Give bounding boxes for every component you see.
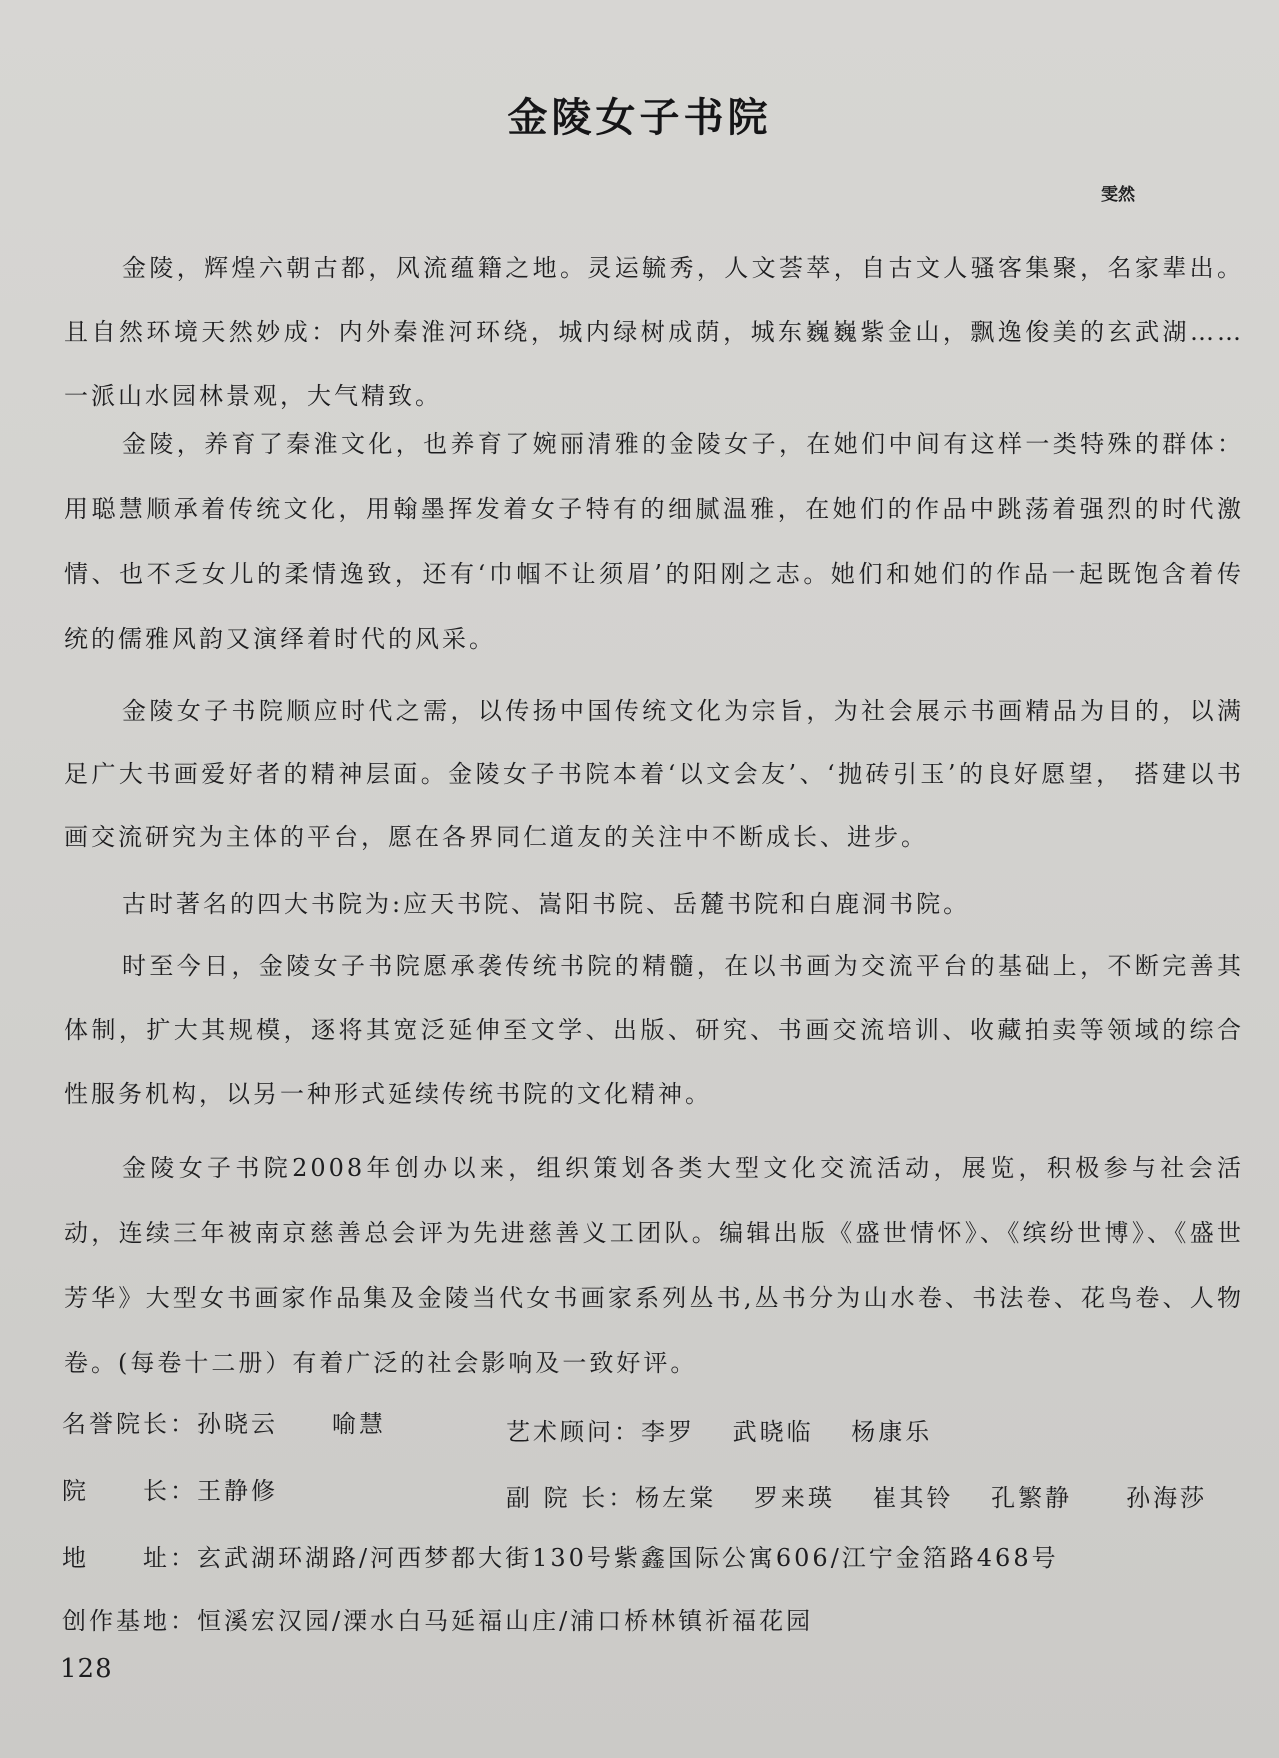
address-label: 地 址： (62, 1544, 197, 1572)
art-advisor-row (506, 1412, 932, 1447)
vice-president-value: 杨左棠 罗来瑛 崔其铃 孔繁静 孙海莎 (635, 1484, 1208, 1512)
creative-base-value: 恒溪宏汉园/溧水白马延福山庄/浦口桥林镇祈福花园 (197, 1607, 814, 1635)
vice-president-row (506, 1478, 1207, 1513)
creative-base-label: 创作基地： (62, 1607, 197, 1635)
honorary-president-label: 名誉院长： (62, 1410, 197, 1438)
paragraph-1: 金陵，辉煌六朝古都，风流蕴籍之地。灵运毓秀，人文荟萃，自古文人骚客集聚，名家辈出。且自然环境天然妙成：内外秦淮河环绕，城内绿树成荫，城东巍巍紫金山，飘逸俊美的玄武湖……一派山水园林景观，大气精致。 (64, 254, 1244, 410)
president-label: 院 长： (62, 1477, 197, 1505)
document-title: 金陵女子书院 (507, 94, 772, 141)
honorary-president-value: 孙晓云 喻慧 (197, 1410, 386, 1438)
art-advisor-value: 李罗 武晓临 杨康乐 (641, 1418, 933, 1446)
address-value: 玄武湖环湖路/河西梦都大街130号紫鑫国际公寓606/江宁金箔路468号 (197, 1544, 1059, 1572)
paragraph-6: 金陵女子书院2008年创办以来，组织策划各类大型文化交流活动，展览，积极参与社会活动，连续三年被南京慈善总会评为先进慈善义工团队。编辑出版《盛世情怀》、《缤纷世博》、《盛世芳华》大型女书画家作品集及金陵当代女书画家系列丛书,丛书分为山水卷、书法卷、花鸟卷、人物卷。(每卷十二册）有着广泛的社会影响及一致好评。 (64, 1154, 1244, 1377)
page-number: 128 (60, 1654, 113, 1684)
president-value: 王静修 (197, 1477, 278, 1505)
art-advisor-label: 艺术顾问： (506, 1418, 641, 1446)
author-name: 雯然 (1101, 185, 1135, 205)
creative-base-row (62, 1601, 813, 1636)
paragraph-3: 金陵女子书院顺应时代之需，以传扬中国传统文化为宗旨，为社会展示书画精品为目的，以满足广大书画爱好者的精神层面。金陵女子书院本着‘以文会友’、‘抛砖引玉’的良好愿望， 搭建以书画交流研究为主体的平台，愿在各界同仁道友的关注中不断成长、进步。 (64, 697, 1244, 851)
honorary-president-row (62, 1404, 386, 1439)
paragraph-2: 金陵，养育了秦淮文化，也养育了婉丽清雅的金陵女子，在她们中间有这样一类特殊的群体：用聪慧顺承着传统文化，用翰墨挥发着女子特有的细腻温雅，在她们的作品中跳荡着强烈的时代激情、也不乏女儿的柔情逸致，还有‘巾帼不让须眉’的阳刚之志。她们和她们的作品一起既饱含着传统的儒雅风韵又演绎着时代的风采。 (64, 430, 1244, 653)
paragraph-5: 时至今日，金陵女子书院愿承袭传统书院的精髓，在以书画为交流平台的基础上，不断完善其体制，扩大其规模，逐将其宽泛延伸至文学、出版、研究、书画交流培训、收藏拍卖等领域的综合性服务机构，以另一种形式延续传统书院的文化精神。 (64, 952, 1244, 1108)
address-row (62, 1538, 1059, 1573)
vice-president-label: 副 院 长： (506, 1484, 636, 1512)
paragraph-4: 古时著名的四大书院为:应天书院、嵩阳书院、岳麓书院和白鹿洞书院。 (122, 890, 971, 918)
president-row (62, 1471, 278, 1506)
